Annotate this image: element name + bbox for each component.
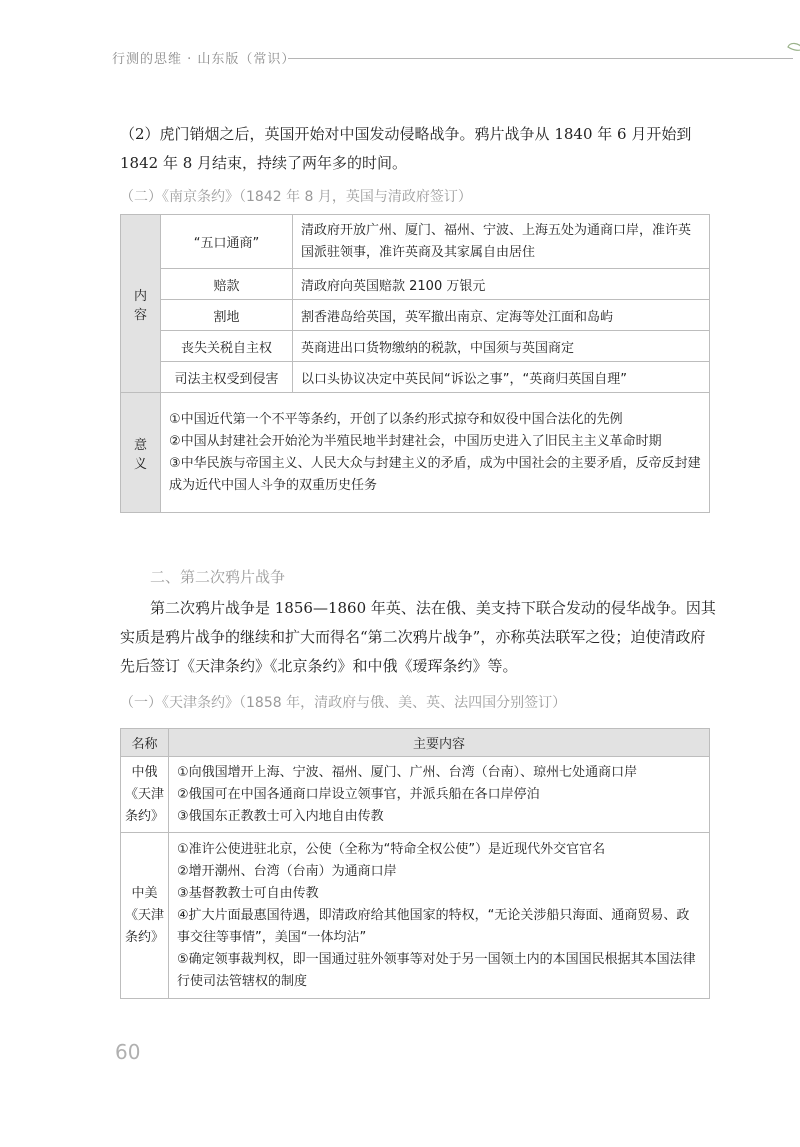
table-row	[121, 362, 710, 393]
table-row	[121, 300, 710, 331]
page-number: 60	[115, 1040, 141, 1064]
desc-cell: 清政府向英国赔款 2100 万银元	[293, 269, 710, 300]
content-label: 内容	[121, 215, 161, 393]
item-cell: 司法主权受到侵害	[161, 362, 293, 393]
treaty-name: 中俄《天津条约》	[121, 757, 169, 833]
treaty-item: ③基督教教士可自由传教	[177, 885, 319, 901]
treaty-item: ③俄国东正教教士可入内地自由传教	[177, 808, 384, 824]
table-row	[121, 215, 710, 269]
desc-cell: 英商进出口货物缴纳的税款，中国须与英国商定	[293, 331, 710, 362]
table-row	[121, 833, 710, 999]
tianjin-heading: （一）《天津条约》（1858 年，清政府与俄、美、英、法四国分别签订）	[120, 695, 567, 711]
item-cell: 丧失关税自主权	[161, 331, 293, 362]
treaty-name: 中美《天津条约》	[121, 833, 169, 999]
item-cell: 割地	[161, 300, 293, 331]
page-header	[112, 38, 712, 78]
sprout-icon	[786, 38, 800, 64]
meaning-item: ①中国近代第一个不平等条约，开创了以条约形式掠夺和奴役中国合法化的先例	[169, 411, 623, 427]
name-header: 名称	[121, 729, 169, 757]
table-row	[121, 269, 710, 300]
item-cell: 赔款	[161, 269, 293, 300]
header-title: 行测的思维 · 山东版（常识）	[112, 52, 296, 67]
war2-paragraph: 第二次鸦片战争是 1856—1860 年英、法在俄、美支持下联合发动的侵华战争。因其实质是鸦片战争的继续和扩大而得名“第二次鸦片战争”，亦称英法联军之役；迫使清政府先后签订《天津条约》《北京条约》和中俄《瑷珲条约》等。	[120, 599, 716, 675]
desc-cell: 以口头协议决定中英民间“诉讼之事”，“英商归英国自理”	[293, 362, 710, 393]
item-cell: “五口通商”	[161, 215, 293, 269]
content-header: 主要内容	[169, 729, 710, 757]
treaty-item: ①向俄国增开上海、宁波、福州、厦门、广州、台湾（台南）、琼州七处通商口岸	[177, 764, 638, 780]
treaty-item: ②增开潮州、台湾（台南）为通商口岸	[177, 863, 397, 879]
meaning-item: ②中国从封建社会开始沦为半殖民地半封建社会，中国历史进入了旧民主主义革命时期	[169, 433, 662, 449]
treaty-item: ④扩大片面最惠国待遇，即清政府给其他国家的特权，“无论关涉船只海面、通商贸易、政事交往等事情”，美国“一体均沾”	[177, 907, 690, 945]
table-row	[121, 331, 710, 362]
nanjing-heading: （二）《南京条约》（1842 年 8 月，英国与清政府签订）	[120, 189, 472, 205]
nanjing-table	[120, 214, 710, 513]
treaty-content	[169, 833, 710, 999]
intro-paragraph: （2）虎门销烟之后，英国开始对中国发动侵略战争。鸦片战争从 1840 年 6 月开始到 1842 年 8 月结束，持续了两年多的时间。	[120, 125, 692, 172]
meaning-item: ③中华民族与帝国主义、人民大众与封建主义的矛盾，成为中国社会的主要矛盾，反帝反封建成为近代中国人斗争的双重历史任务	[169, 455, 701, 493]
table-row	[121, 393, 710, 513]
header-divider	[288, 58, 793, 59]
treaty-item: ①准许公使进驻北京，公使（全称为“特命全权公使”）是近现代外交官官名	[177, 841, 606, 857]
desc-cell: 割香港岛给英国，英军撤出南京、定海等处江面和岛屿	[293, 300, 710, 331]
meaning-label: 意义	[121, 393, 161, 513]
table-row	[121, 757, 710, 833]
treaty-item: ②俄国可在中国各通商口岸设立领事官，并派兵船在各口岸停泊	[177, 786, 540, 802]
tianjin-table	[120, 728, 710, 999]
treaty-content	[169, 757, 710, 833]
war2-heading: 二、第二次鸦片战争	[150, 568, 286, 586]
desc-cell: 清政府开放广州、厦门、福州、宁波、上海五处为通商口岸，准许英国派驻领事，准许英商及其家属自由居住	[293, 215, 710, 269]
treaty-item: ⑤确定领事裁判权，即一国通过驻外领事等对处于另一国领土内的本国国民根据其本国法律行使司法管辖权的制度	[177, 951, 696, 989]
table-header-row	[121, 729, 710, 757]
meaning-cell	[161, 393, 710, 513]
